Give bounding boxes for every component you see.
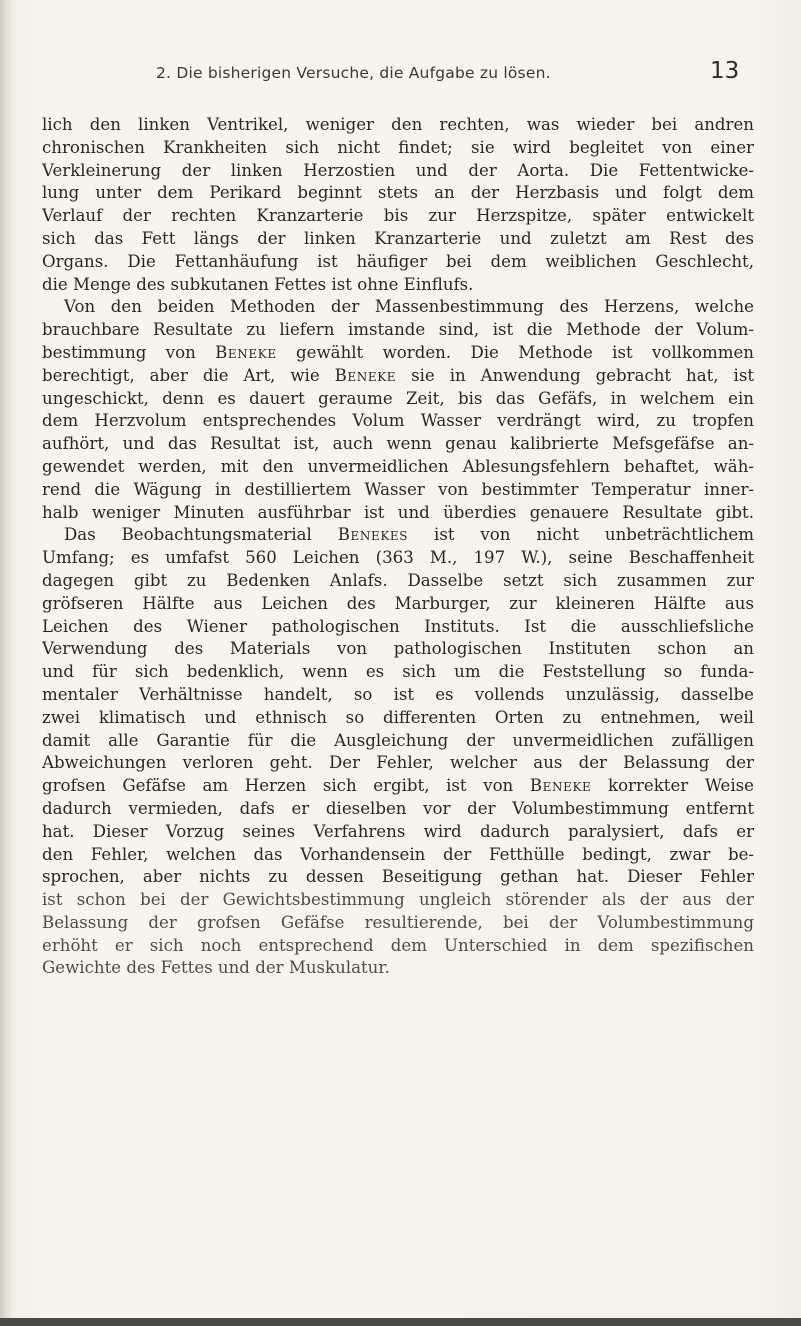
page-number: 13: [710, 58, 740, 84]
scan-bottom-edge: [0, 1318, 801, 1326]
text-line: Das Beobachtungsmaterial Benekes ist von nicht unbeträchtlichem: [64, 525, 754, 545]
text-line: ist schon bei der Gewichtsbestimmung ungleich störender als der aus der: [42, 890, 754, 910]
text-line: den Fehler, welchen das Vorhandensein der Fetthülle bedingt, zwar be-: [42, 844, 754, 864]
text-line: und für sich bedenklich, wenn es sich um die Feststellung so funda-: [42, 662, 754, 682]
author-name-smallcaps: Beneke: [529, 776, 592, 796]
text-line: chronischen Krankheiten sich nicht findet; sie wird begleitet von einer: [42, 137, 754, 157]
author-name-smallcaps: Beneke: [215, 342, 277, 362]
text-line: gewendet werden, mit den unvermeidlichen Ablesungsfehlern behaftet, wäh-: [42, 456, 754, 476]
text-line: ungeschickt, denn es dauert geraume Zeit, bis das Gefäfs, in welchem ein: [42, 388, 754, 408]
text-line: mentaler Verhältnisse handelt, so ist es vollends unzulässig, dasselbe: [42, 684, 754, 704]
author-name-smallcaps: Benekes: [337, 525, 409, 545]
text-line: lung unter dem Perikard beginnt stets an der Herzbasis und folgt dem: [42, 183, 754, 203]
text-line: Leichen des Wiener pathologischen Instituts. Ist die ausschliefsliche: [42, 616, 754, 636]
text-line: zwei klimatisch und ethnisch so differenten Orten zu entnehmen, weil: [42, 707, 754, 727]
text-line: Organs. Die Fettanhäufung ist häufiger bei dem weiblichen Geschlecht,: [42, 251, 754, 271]
running-head: 2. Die bisherigen Versuche, die Aufgabe zu lösen.: [156, 64, 551, 82]
page-header: [0, 58, 801, 98]
text-line: berechtigt, aber die Art, wie Beneke sie in Anwendung gebracht hat, ist: [42, 365, 754, 385]
text-line: lich den linken Ventrikel, weniger den rechten, was wieder bei andren: [42, 115, 754, 134]
text-line: brauchbare Resultate zu liefern imstande sind, ist die Methode der Volum-: [42, 320, 754, 340]
page-binding-edge: [0, 0, 12, 1326]
body-text: [42, 114, 754, 980]
author-name-smallcaps: Beneke: [334, 365, 397, 385]
text-line: halb weniger Minuten ausführbar ist und überdies genauere Resultate gibt.: [42, 502, 754, 522]
text-line: Verlauf der rechten Kranzarterie bis zur Herzspitze, später entwickelt: [42, 206, 754, 226]
text-line: Belassung der grofsen Gefäfse resultierende, bei der Volumbestimmung: [42, 912, 754, 932]
text-line: aufhört, und das Resultat ist, auch wenn genau kalibrierte Mefsgefäfse an-: [42, 434, 754, 454]
text-line: bestimmung von Beneke gewählt worden. Die Methode ist vollkommen: [42, 342, 754, 362]
text-line: sich das Fett längs der linken Kranzarterie und zuletzt am Rest des: [42, 228, 754, 248]
text-line: dem Herzvolum entsprechendes Volum Wasser verdrängt wird, zu tropfen: [42, 411, 754, 431]
text-line: Verwendung des Materials von pathologischen Instituten schon an: [42, 639, 754, 659]
text-line: rend die Wägung in destilliertem Wasser von bestimmter Temperatur inner-: [42, 479, 754, 499]
text-line: Abweichungen verloren geht. Der Fehler, welcher aus der Belassung der: [42, 753, 754, 773]
text-line: Umfang; es umfafst 560 Leichen (363 M., 197 W.), seine Beschaffenheit: [42, 548, 754, 568]
text-line: hat. Dieser Vorzug seines Verfahrens wird dadurch paralysiert, dafs er: [42, 821, 754, 841]
text-line: dadurch vermieden, dafs er dieselben vor der Volumbestimmung entfernt: [42, 798, 754, 818]
text-line: dagegen gibt zu Bedenken Anlafs. Dasselbe setzt sich zusammen zur: [42, 570, 754, 590]
text-line: sprochen, aber nichts zu dessen Beseitigung gethan hat. Dieser Fehler: [42, 867, 754, 887]
text-line: damit alle Garantie für die Ausgleichung der unvermeidlichen zufälligen: [42, 730, 754, 750]
text-line: grofsen Gefäfse am Herzen sich ergibt, ist von Beneke korrekter Weise: [42, 776, 754, 796]
text-line: Von den beiden Methoden der Massenbestimmung des Herzens, welche: [64, 297, 754, 317]
text-line: Gewichte des Fettes und der Muskulatur.: [42, 958, 390, 978]
text-line: Verkleinerung der linken Herzostien und der Aorta. Die Fettentwicke-: [42, 160, 754, 180]
text-line: erhöht er sich noch entsprechend dem Unterschied in dem spezifischen: [42, 935, 754, 955]
text-line: die Menge des subkutanen Fettes ist ohne Einflufs.: [42, 274, 474, 294]
text-line: gröfseren Hälfte aus Leichen des Marburger, zur kleineren Hälfte aus: [42, 593, 754, 613]
